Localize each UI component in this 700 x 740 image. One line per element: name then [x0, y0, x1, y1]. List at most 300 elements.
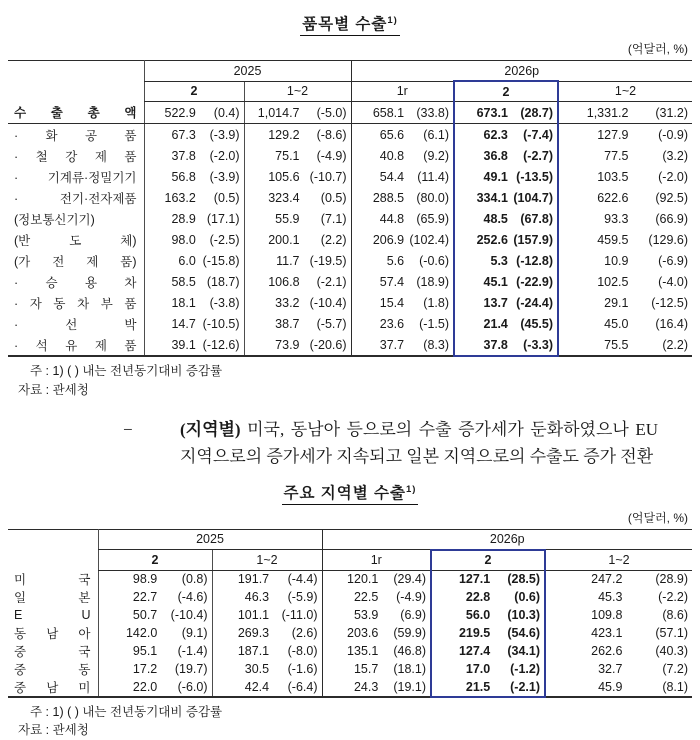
value-text: 673.1 [476, 105, 508, 120]
value-text: 622.6 [597, 190, 629, 205]
data-cell [144, 145, 244, 166]
column-header-empty [8, 529, 98, 570]
change-rate-text: (0.5) [320, 190, 347, 205]
row-label: (가 전 제 품) [14, 254, 137, 269]
value-text: 10.9 [604, 253, 629, 268]
value-text: 36.8 [483, 148, 508, 163]
data-cell [244, 334, 351, 356]
table-row [8, 145, 692, 166]
table-row [8, 570, 692, 588]
value-text: 45.3 [598, 590, 623, 605]
change-rate-text: (-4.9) [316, 148, 347, 163]
change-rate-text: (28.9) [655, 572, 689, 587]
value-text: 120.1 [347, 572, 379, 587]
data-cell [351, 102, 454, 124]
change-rate-text: (18.1) [393, 661, 426, 676]
value-text: 22.5 [353, 590, 379, 605]
data-cell [431, 660, 545, 678]
table-row [8, 271, 692, 292]
value-text: 101.1 [237, 607, 270, 622]
value-text: 103.5 [597, 169, 629, 184]
row-label: · 기계류·정밀기기 [14, 170, 137, 185]
data-cell [454, 229, 558, 250]
row-label: 동 남 아 [14, 626, 91, 641]
change-rate-text: (-8.0) [287, 643, 318, 658]
footnote-marker: 1) [387, 14, 398, 26]
value-text: 142.0 [125, 625, 158, 640]
data-cell [244, 166, 351, 187]
footnote-text: 주 : 1) ( ) 내는 전년동기대비 증감률 [30, 704, 223, 719]
change-rate-text: (0.6) [514, 590, 540, 605]
data-cell [454, 334, 558, 356]
data-cell [322, 660, 431, 678]
change-rate-text: (-5.9) [287, 590, 318, 605]
data-cell [558, 166, 692, 187]
data-cell [322, 606, 431, 624]
change-rate-text: (46.8) [393, 643, 426, 658]
change-rate-text: (19.1) [393, 679, 426, 694]
data-cell [558, 229, 692, 250]
header-row-subcolumns [8, 550, 692, 571]
data-cell [351, 124, 454, 146]
value-text: 247.2 [591, 572, 623, 587]
table-row [8, 606, 692, 624]
table-row [8, 588, 692, 606]
change-rate-text: (157.9) [513, 232, 553, 247]
value-text: 29.1 [604, 295, 629, 310]
value-text: 13.7 [483, 295, 508, 310]
value-text: 77.5 [604, 148, 629, 163]
change-rate-text: (-10.5) [202, 316, 240, 331]
change-rate-text: (2.2) [320, 232, 347, 247]
change-rate-text: (-0.9) [658, 127, 689, 142]
data-cell [144, 166, 244, 187]
value-text: 18.1 [171, 295, 196, 310]
data-cell [351, 334, 454, 356]
change-rate-text: (-4.6) [177, 590, 208, 605]
value-text: 24.3 [353, 679, 379, 694]
value-text: 45.0 [604, 316, 629, 331]
change-rate-text: (11.4) [417, 169, 449, 184]
value-text: 62.3 [483, 127, 508, 142]
data-cell [454, 145, 558, 166]
value-text: 95.1 [132, 643, 158, 658]
data-cell [454, 313, 558, 334]
value-text: 37.8 [483, 337, 508, 352]
value-text: 135.1 [347, 643, 379, 658]
value-text: 1,331.2 [586, 105, 629, 120]
change-rate-text: (6.9) [400, 607, 426, 622]
value-text: 22.8 [465, 590, 491, 605]
data-cell [431, 606, 545, 624]
column-subheader: 2 [454, 81, 558, 102]
data-cell [322, 678, 431, 697]
change-rate-text: (-6.4) [287, 679, 318, 694]
data-cell [244, 145, 351, 166]
value-text: 30.5 [244, 661, 270, 676]
data-cell [351, 271, 454, 292]
value-text: 459.5 [597, 232, 629, 247]
change-rate-text: (3.2) [662, 148, 689, 163]
unit-label-1: (억달러, %) [627, 42, 688, 56]
change-rate-text: (104.7) [513, 190, 553, 205]
column-group-header: 2025 [98, 529, 322, 550]
data-cell [212, 588, 322, 606]
value-text: 32.7 [598, 661, 623, 676]
change-rate-text: (18.9) [416, 274, 449, 289]
data-cell [351, 166, 454, 187]
change-rate-text: (28.5) [507, 572, 540, 587]
unit-label-2: (억달러, %) [627, 510, 688, 525]
data-cell [98, 624, 212, 642]
change-rate-text: (-3.3) [523, 337, 553, 352]
value-text: 203.6 [347, 625, 379, 640]
data-cell [98, 570, 212, 588]
value-text: 11.7 [276, 253, 300, 268]
data-cell [98, 606, 212, 624]
change-rate-text: (67.8) [520, 211, 553, 226]
value-text: 58.5 [171, 274, 196, 289]
data-cell [351, 229, 454, 250]
data-cell [212, 660, 322, 678]
data-cell [545, 570, 692, 588]
change-rate-text: (2.2) [662, 337, 689, 352]
value-text: 22.0 [132, 679, 158, 694]
column-group-header: 2025 [144, 61, 351, 82]
value-text: 45.1 [483, 274, 508, 289]
value-text: 334.1 [476, 190, 508, 205]
change-rate-text: (9.1) [181, 625, 208, 640]
value-text: 98.9 [132, 572, 158, 587]
data-cell [322, 642, 431, 660]
source-text: 자료 : 관세청 [18, 723, 89, 738]
change-rate-text: (-2.0) [209, 148, 240, 163]
data-cell [244, 187, 351, 208]
change-rate-text: (28.7) [520, 105, 553, 120]
value-text: 73.9 [275, 337, 300, 352]
table2-title [8, 481, 692, 505]
row-label: · 화 공 품 [14, 128, 137, 143]
change-rate-text: (-3.9) [209, 169, 240, 184]
change-rate-text: (65.9) [416, 211, 449, 226]
change-rate-text: (34.1) [507, 643, 540, 658]
change-rate-text: (-4.0) [658, 274, 689, 289]
value-text: 21.5 [465, 679, 491, 694]
data-cell [558, 124, 692, 146]
change-rate-text: (2.6) [291, 625, 318, 640]
change-rate-text: (7.1) [320, 211, 347, 226]
change-rate-text: (-24.4) [516, 295, 553, 310]
table-row [8, 166, 692, 187]
data-cell [558, 313, 692, 334]
data-cell [144, 102, 244, 124]
column-subheader: 1~2 [545, 550, 692, 571]
change-rate-text: (102.4) [409, 232, 449, 247]
data-cell [545, 642, 692, 660]
value-text: 37.8 [171, 148, 196, 163]
change-rate-text: (17.1) [206, 211, 240, 226]
data-cell [144, 271, 244, 292]
value-text: 106.8 [268, 274, 300, 289]
data-cell [144, 250, 244, 271]
value-text: 269.3 [237, 625, 270, 640]
row-label: 중 남 미 [14, 680, 91, 695]
data-cell [558, 292, 692, 313]
change-rate-text: (10.3) [507, 607, 540, 622]
change-rate-text: (-10.4) [309, 295, 347, 310]
data-cell [98, 588, 212, 606]
data-cell [351, 313, 454, 334]
change-rate-text: (18.7) [206, 274, 240, 289]
value-text: 57.4 [379, 274, 405, 289]
table-row [8, 187, 692, 208]
change-rate-text: (0.8) [181, 572, 208, 587]
value-text: 44.8 [379, 211, 405, 226]
data-cell [351, 187, 454, 208]
data-cell [144, 124, 244, 146]
value-text: 56.8 [171, 169, 196, 184]
value-text: 129.2 [268, 127, 300, 142]
change-rate-text: (29.4) [393, 572, 426, 587]
change-rate-text: (-12.5) [651, 295, 689, 310]
table-row [8, 250, 692, 271]
column-subheader: 1~2 [558, 81, 692, 102]
change-rate-text: (-20.6) [309, 337, 347, 352]
value-text: 262.6 [591, 643, 623, 658]
change-rate-text: (-5.0) [316, 105, 347, 120]
value-text: 39.1 [171, 337, 196, 352]
value-text: 1,014.7 [257, 105, 300, 120]
data-cell [431, 624, 545, 642]
change-rate-text: (0.4) [213, 105, 240, 120]
value-text: 522.9 [164, 105, 196, 120]
row-label: 중 동 [14, 662, 91, 677]
change-rate-text: (-3.9) [209, 127, 240, 142]
data-cell [351, 145, 454, 166]
change-rate-text: (59.9) [393, 625, 426, 640]
table2-notes [18, 703, 692, 740]
header-row-groups [8, 529, 692, 550]
footnote-marker: 1) [405, 483, 417, 495]
data-cell [431, 678, 545, 697]
change-rate-text: (-3.8) [209, 295, 240, 310]
data-cell [558, 271, 692, 292]
data-cell [351, 250, 454, 271]
data-cell [144, 187, 244, 208]
row-label: (정보통신기기) [14, 212, 95, 227]
change-rate-text: (66.9) [655, 211, 689, 226]
table-row [8, 124, 692, 146]
value-text: 22.7 [132, 590, 158, 605]
data-cell [244, 250, 351, 271]
data-cell [212, 570, 322, 588]
data-cell [454, 102, 558, 124]
table-row [8, 102, 692, 124]
paragraph-lead: (지역별) [180, 419, 241, 439]
column-group-header: 2026p [322, 529, 692, 550]
value-text: 75.1 [275, 148, 300, 163]
change-rate-text: (-1.4) [177, 643, 208, 658]
value-text: 21.4 [483, 316, 508, 331]
data-cell [558, 334, 692, 356]
data-cell [212, 624, 322, 642]
change-rate-text: (-10.7) [309, 169, 347, 184]
change-rate-text: (-2.2) [658, 590, 689, 605]
value-text: 17.0 [465, 661, 491, 676]
row-label: · 자 동 차 부 품 [14, 296, 137, 311]
value-text: 54.4 [379, 169, 405, 184]
value-text: 67.3 [171, 127, 196, 142]
change-rate-text: (8.6) [662, 607, 689, 622]
value-text: 50.7 [132, 607, 158, 622]
value-text: 28.9 [171, 211, 196, 226]
value-text: 219.5 [458, 625, 491, 640]
change-rate-text: (-2.0) [658, 169, 689, 184]
items-export-table [8, 60, 692, 357]
change-rate-text: (-10.4) [170, 607, 208, 622]
column-subheader: 2 [144, 81, 244, 102]
table-row [8, 642, 692, 660]
change-rate-text: (-1.2) [510, 661, 540, 676]
column-header-empty [8, 61, 144, 102]
value-text: 5.3 [490, 253, 508, 268]
data-cell [545, 588, 692, 606]
data-cell [98, 678, 212, 697]
change-rate-text: (8.1) [662, 679, 689, 694]
data-cell [244, 124, 351, 146]
value-text: 56.0 [465, 607, 491, 622]
change-rate-text: (-15.8) [202, 253, 240, 268]
value-text: 200.1 [268, 232, 300, 247]
data-cell [558, 250, 692, 271]
row-label: · 철 강 제 품 [14, 149, 137, 164]
change-rate-text: (6.1) [423, 127, 449, 142]
value-text: 658.1 [372, 105, 405, 120]
change-rate-text: (33.8) [416, 105, 449, 120]
column-subheader: 2 [98, 550, 212, 571]
change-rate-text: (0.5) [213, 190, 240, 205]
change-rate-text: (19.7) [174, 661, 208, 676]
table1-notes [18, 362, 692, 400]
data-cell [244, 313, 351, 334]
data-cell [558, 208, 692, 229]
value-text: 14.7 [171, 316, 196, 331]
value-text: 42.4 [244, 679, 270, 694]
change-rate-text: (-2.1) [510, 679, 540, 694]
value-text: 98.0 [171, 232, 196, 247]
value-text: 109.8 [591, 607, 623, 622]
source-text: 자료 : 관세청 [18, 382, 89, 397]
data-cell [212, 642, 322, 660]
data-cell [431, 570, 545, 588]
data-cell [454, 292, 558, 313]
change-rate-text: (54.6) [507, 625, 540, 640]
change-rate-text: (-19.5) [309, 253, 347, 268]
data-cell [322, 588, 431, 606]
column-group-header: 2026p [351, 61, 692, 82]
data-cell [454, 208, 558, 229]
change-rate-text: (40.3) [655, 643, 689, 658]
value-text: 40.8 [379, 148, 405, 163]
value-text: 127.4 [458, 643, 491, 658]
value-text: 15.7 [353, 661, 379, 676]
data-cell [144, 229, 244, 250]
data-cell [244, 102, 351, 124]
region-export-table [8, 529, 692, 698]
data-cell [244, 271, 351, 292]
table-row [8, 229, 692, 250]
value-text: 17.2 [132, 661, 158, 676]
row-label: · 선 박 [14, 317, 137, 332]
data-cell [244, 229, 351, 250]
value-text: 102.5 [597, 274, 629, 289]
data-cell [454, 166, 558, 187]
column-subheader: 1r [322, 550, 431, 571]
row-label: · 승 용 차 [14, 275, 137, 290]
change-rate-text: (57.1) [655, 625, 689, 640]
value-text: 127.9 [597, 127, 629, 142]
data-cell [351, 292, 454, 313]
data-cell [322, 570, 431, 588]
data-cell [144, 313, 244, 334]
change-rate-text: (8.3) [423, 337, 449, 352]
data-cell [431, 642, 545, 660]
dash-bullet: − [123, 419, 133, 439]
value-text: 45.9 [598, 679, 623, 694]
value-text: 33.2 [275, 295, 300, 310]
value-text: 423.1 [591, 625, 623, 640]
table-row [8, 334, 692, 356]
value-text: 37.7 [379, 337, 405, 352]
change-rate-text: (-0.6) [419, 253, 449, 268]
data-cell [212, 678, 322, 697]
change-rate-text: (-22.9) [516, 274, 553, 289]
row-label: 수 출 총 액 [8, 102, 144, 124]
value-text: 93.3 [604, 211, 629, 226]
table-row [8, 313, 692, 334]
change-rate-text: (-2.1) [316, 274, 347, 289]
data-cell [144, 292, 244, 313]
region-summary-paragraph [123, 416, 658, 471]
data-cell [144, 208, 244, 229]
column-subheader: 1r [351, 81, 454, 102]
row-label: · 전기·전자제품 [14, 191, 137, 206]
value-text: 23.6 [379, 316, 405, 331]
value-text: 187.1 [237, 643, 270, 658]
value-text: 206.9 [372, 232, 405, 247]
data-cell [545, 660, 692, 678]
change-rate-text: (-2.5) [209, 232, 240, 247]
change-rate-text: (-2.7) [523, 148, 553, 163]
table-row [8, 292, 692, 313]
data-cell [98, 642, 212, 660]
data-cell [212, 606, 322, 624]
value-text: 127.1 [458, 572, 491, 587]
table-row [8, 660, 692, 678]
data-cell [244, 208, 351, 229]
change-rate-text: (-4.4) [287, 572, 318, 587]
data-cell [558, 145, 692, 166]
data-cell [545, 624, 692, 642]
row-label: 일 본 [14, 591, 91, 606]
data-cell [431, 588, 545, 606]
data-cell [244, 292, 351, 313]
data-cell [545, 606, 692, 624]
paragraph-body: 미국, 동남아 등으로의 수출 증가세가 둔화하였으나 EU 지역으로의 증가세가 지속되고 일본 지역으로의 수출도 증가 전환 [180, 419, 658, 467]
change-rate-text: (-7.4) [523, 127, 553, 142]
row-label: 중 국 [14, 644, 91, 659]
change-rate-text: (16.4) [655, 316, 689, 331]
